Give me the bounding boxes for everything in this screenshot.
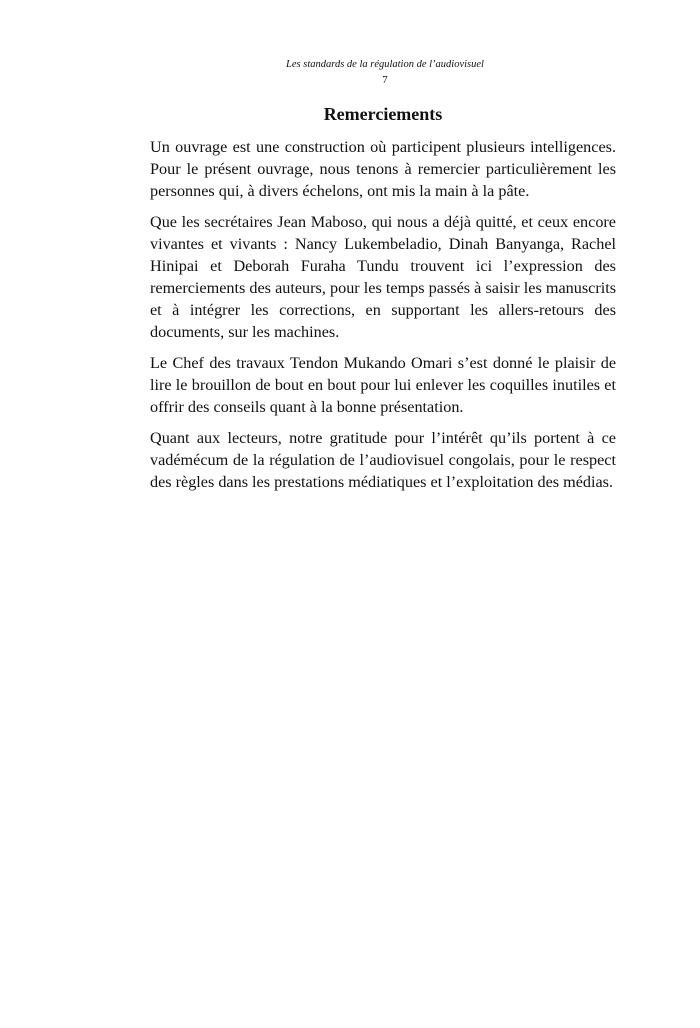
running-header: Les standards de la régulation de l’audiovisuel — [286, 59, 484, 70]
section-title: Remerciements — [323, 104, 443, 124]
paragraph-1: Un ouvrage est une construction où participent plusieurs intelligences. Pour le présent ouvrage, nous tenons à remercier particulièrement les personnes qui, à divers échelons, ont mis la main à la pâte. — [150, 138, 616, 200]
paragraph-2: Que les secrétaires Jean Maboso, qui nous a déjà quitté, et ceux encore vivantes et vivants : Nancy Lukembeladio, Dinah Banyanga, Rachel Hinipai et Deborah Furaha Tundu trouvent ici l’expression des remerciements des auteurs, pour les temps passés à saisir les manuscrits et à intégrer les corrections, en supportant les allers-retours des documents, sur les machines. — [150, 213, 616, 341]
paragraph-4: Quant aux lecteurs, notre gratitude pour l’intérêt qu’ils portent à ce vadémécum de la régulation de l’audiovisuel congolais, pour le respect des règles dans les prestations médiatiques et l’exploitation des médias. — [150, 429, 616, 491]
body-text — [150, 136, 616, 502]
page-number: 7 — [382, 74, 388, 86]
paragraph-3: Le Chef des travaux Tendon Mukando Omari s’est donné le plaisir de lire le brouillon de bout en bout pour lui enlever les coquilles inutiles et offrir des conseils quant à la bonne présentation. — [150, 354, 616, 416]
